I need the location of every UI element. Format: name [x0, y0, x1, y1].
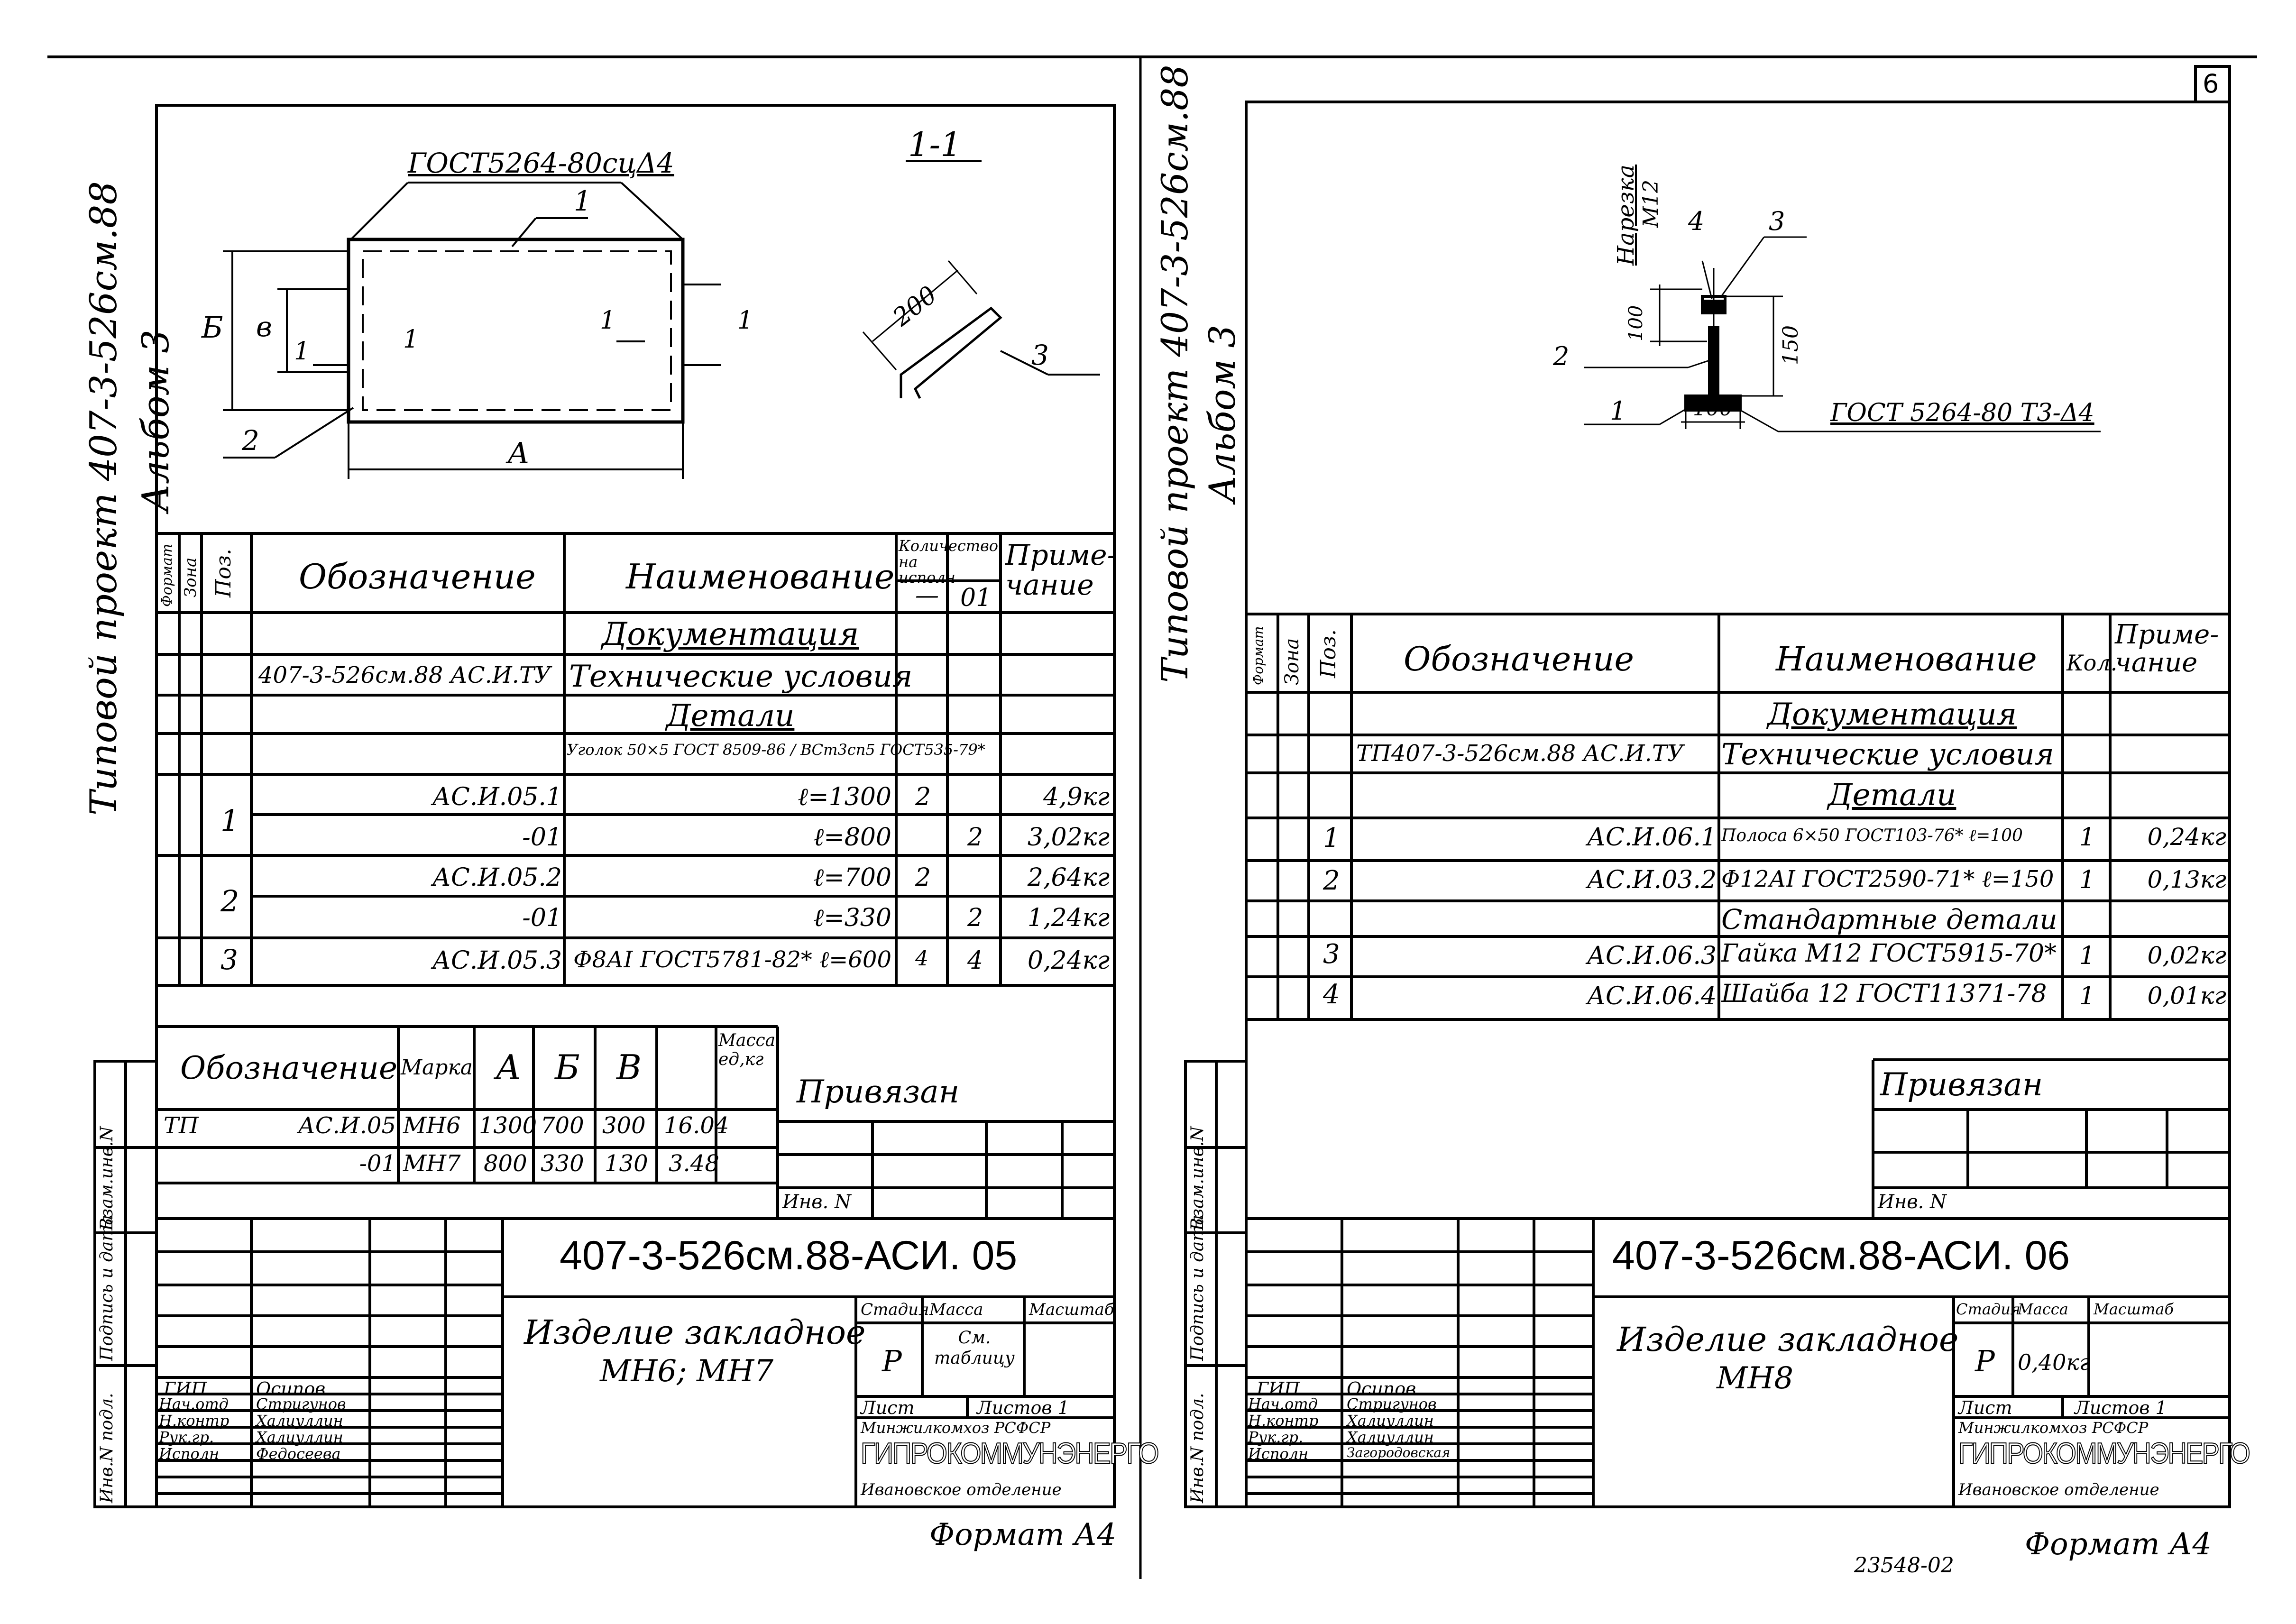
r-row3-des: АС.И.06.3	[1587, 942, 1717, 970]
r-hdr-note: Приме-чание	[2115, 619, 2219, 678]
stamp-inv-left: Инв.N подл.	[97, 1393, 117, 1503]
org1-left: Минжилкомхоз РСФСР	[861, 1419, 1051, 1437]
left-margin-title: Типовой проект 407-3-526см.88	[83, 181, 125, 816]
stamp-vzam-left: Взам.инв.N	[97, 1126, 117, 1230]
mass-h-right: Масса	[2018, 1300, 2068, 1318]
signer-name-4: Федосеева	[256, 1445, 341, 1463]
dim-b-label: Б	[202, 310, 223, 345]
var-hdr-v: В	[616, 1047, 642, 1087]
r-row-details: Детали	[1828, 778, 1956, 813]
pos2-label: 2	[242, 424, 259, 457]
r-hdr-name: Наименование	[1776, 640, 2037, 679]
r-row4-qty: 1	[2079, 982, 2095, 1010]
r-row-std: Стандартные детали	[1721, 903, 2057, 936]
signer-name-3: Халиуллин	[256, 1428, 343, 1446]
cut-mark-4: 1	[737, 306, 753, 335]
stamp-sign-left: Подпись и дата	[97, 1215, 117, 1361]
row-doc: Документация	[601, 616, 859, 652]
doc-code-left: 407-3-526см.88-АСИ. 05	[560, 1233, 1018, 1278]
var1-v: 300	[602, 1112, 646, 1139]
row2-note: 3,02кг	[1027, 823, 1110, 852]
signer-name-0: Осипов	[256, 1378, 326, 1399]
var1-mark: МН6	[403, 1112, 461, 1139]
row5-name: Φ8АI ГОСТ5781-82* ℓ=600	[573, 946, 891, 973]
r-row2-name: Φ12АI ГОСТ2590-71* ℓ=150	[1721, 866, 2054, 892]
doc-code-right: 407-3-526см.88-АСИ. 06	[1612, 1233, 2070, 1278]
r-row1-qty: 1	[2079, 823, 2095, 852]
var-hdr-a: А	[496, 1047, 522, 1087]
signer-role-1: Нач.отд	[159, 1395, 229, 1413]
format-left: Формат А4	[929, 1517, 1117, 1552]
inv-no-right: Инв. N	[1878, 1191, 1947, 1213]
row-tu-name: Технические условия	[569, 659, 913, 694]
r-row4-pos: 4	[1323, 979, 1340, 1010]
signer-role-3: Рук.гр.	[159, 1428, 214, 1446]
r-signer-role-2: Н.контр	[1248, 1412, 1319, 1430]
mass-right: 0,40кг	[2018, 1349, 2091, 1375]
scale-h-left: Масштаб	[1029, 1300, 1114, 1319]
stage-h-left: Стадия	[861, 1300, 929, 1319]
r-signer-role-4: Исполн	[1248, 1445, 1309, 1463]
r-row4-des: АС.И.06.4	[1587, 982, 1717, 1010]
r-hdr-format: Формат	[1250, 626, 1266, 685]
var2-b: 330	[541, 1150, 584, 1177]
row5-note: 0,24кг	[1027, 946, 1110, 975]
sheets-right: Листов 1	[2075, 1397, 2167, 1418]
r-signer-name-2: Халиуллин	[1347, 1412, 1434, 1430]
pos1-label: 1	[574, 185, 591, 217]
m12-label: М12	[1639, 179, 1663, 228]
var1-des: АС.И.05	[298, 1112, 396, 1139]
row2-qb: 2	[967, 823, 983, 852]
mass-h-left: Масса	[929, 1300, 983, 1319]
hdr-qty-a: —	[915, 581, 939, 609]
r-row-tu-des: ТП407-3-526см.88 АС.И.ТУ	[1356, 740, 1684, 767]
var1-mass: 16.04	[664, 1112, 729, 1139]
dim-150-label: 150	[1779, 325, 1803, 365]
row-tu-des: 407-3-526см.88 АС.И.ТУ	[258, 662, 551, 688]
r-row1-des: АС.И.06.1	[1587, 823, 1717, 852]
r-signer-name-4: Загородовская	[1347, 1445, 1451, 1460]
r-row3-qty: 1	[2079, 942, 2095, 970]
mass-left: См. таблицу	[934, 1328, 1015, 1368]
org-logo-left: ГИПРОКОММУНЭНЕРГО	[861, 1437, 1158, 1470]
var2-a: 800	[484, 1150, 527, 1177]
row3-name: ℓ=700	[813, 863, 891, 892]
cut-mark-3: 1	[600, 306, 616, 335]
row3-note: 2,64кг	[1027, 863, 1110, 892]
hdr-designation: Обозначение	[299, 557, 536, 596]
hdr-zone: Зона	[181, 557, 200, 597]
row4-name: ℓ=330	[813, 904, 891, 932]
var2-v: 130	[605, 1150, 648, 1177]
r-row1-pos: 1	[1323, 823, 1340, 853]
title-right: Изделие закладное	[1617, 1320, 1959, 1359]
var-hdr-mark: Марка	[401, 1055, 473, 1080]
r-row2-pos: 2	[1323, 865, 1340, 896]
r-pos3-label: 3	[1769, 206, 1785, 236]
row5-des: АС.И.05.3	[432, 946, 562, 975]
row1-note: 4,9кг	[1043, 783, 1110, 811]
var-hdr-mass: Масса ед,кг	[718, 1031, 776, 1069]
r-signer-role-1: Нач.отд	[1248, 1395, 1318, 1413]
dim-100v-label: 100	[1625, 305, 1647, 341]
hdr-qty-b: 01	[960, 584, 992, 612]
signer-role-0: ГИП	[164, 1378, 207, 1399]
var-hdr-designation: Обозначение	[180, 1050, 398, 1086]
signer-name-1: Стригунов	[256, 1395, 346, 1413]
row4-note: 1,24кг	[1027, 904, 1110, 932]
stamp-sign-right: Подпись и дата	[1188, 1215, 1207, 1361]
r-pos1-label: 1	[1610, 396, 1626, 426]
stage-right: Р	[1975, 1344, 1995, 1378]
r-row2-note: 0,13кг	[2147, 866, 2226, 893]
row4-qb: 2	[967, 904, 983, 932]
row-details: Детали	[666, 698, 795, 734]
archive-number: 23548-02	[1854, 1553, 1954, 1578]
org-logo-right: ГИПРОКОММУНЭНЕРГО	[1958, 1437, 2250, 1470]
sheet-right: Лист	[1958, 1397, 2012, 1418]
row3-des: АС.И.05.2	[432, 863, 562, 892]
row1-name: ℓ=1300	[798, 783, 891, 811]
scale-h-right: Масштаб	[2094, 1300, 2174, 1318]
row-pos2: 2	[220, 884, 239, 918]
r-row4-note: 0,01кг	[2147, 982, 2226, 1009]
hdr-name: Наименование	[626, 557, 895, 596]
signer-role-4: Исполн	[159, 1445, 220, 1463]
row1-des: АС.И.05.1	[432, 783, 562, 811]
r-row3-name: Гайка М12 ГОСТ5915-70*	[1721, 939, 2057, 968]
var2-mass: 3.48	[669, 1150, 719, 1177]
r-signer-name-1: Стригунов	[1347, 1395, 1437, 1413]
var1-prefix: ТП	[164, 1112, 199, 1139]
inv-no-left: Инв. N	[782, 1191, 851, 1213]
cut-mark-1: 1	[294, 337, 310, 366]
r-hdr-designation: Обозначение	[1404, 640, 1634, 679]
r-hdr-qty: Кол.	[2066, 650, 2118, 676]
row-angle: Уголок 50×5 ГОСТ 8509-86 / ВСт3сп5 ГОСТ535-79*	[567, 741, 985, 759]
row4-des: -01	[522, 904, 562, 932]
r-row2-qty: 1	[2079, 866, 2095, 894]
signer-role-2: Н.контр	[159, 1412, 230, 1430]
r-row3-note: 0,02кг	[2147, 942, 2226, 969]
section-label: 1-1	[908, 125, 962, 164]
r-row-doc: Документация	[1767, 697, 2017, 732]
pos3-label: 3	[1031, 339, 1049, 371]
right-margin-album: Альбом 3	[1201, 325, 1243, 503]
right-margin-title: Типовой проект 407-3-526см.88	[1154, 64, 1196, 683]
privyazan-left: Привязан	[797, 1073, 960, 1110]
hdr-pos: Поз.	[211, 549, 236, 597]
row-pos1: 1	[220, 803, 239, 838]
hdr-qty: Количество на исполн	[899, 537, 999, 587]
r-row2-des: АС.И.03.2	[1587, 866, 1717, 894]
r-row-tu-name: Технические условия	[1721, 737, 2054, 771]
var1-a: 1300	[479, 1112, 537, 1139]
r-hdr-zone: Зона	[1281, 638, 1303, 685]
page-number: 6	[2203, 69, 2219, 99]
dim-100h-label: 100	[1693, 396, 1733, 421]
var-hdr-b: Б	[555, 1047, 580, 1087]
stage-h-right: Стадия	[1956, 1300, 2020, 1318]
var2-des: -01	[359, 1150, 396, 1177]
r-weld-note: ГОСТ 5264-80 Т3-Δ4	[1830, 399, 2094, 427]
r-signer-name-3: Халиуллин	[1347, 1428, 1434, 1446]
row2-des: -01	[522, 823, 562, 852]
signer-name-2: Халиуллин	[256, 1412, 343, 1430]
org2-left: Ивановское отделение	[861, 1480, 1062, 1499]
row3-qa: 2	[915, 863, 931, 892]
dim-a-label: А	[507, 436, 530, 470]
privyazan-right: Привязан	[1880, 1066, 2043, 1103]
stage-left: Р	[882, 1344, 902, 1378]
left-margin-album: Альбом 3	[135, 330, 177, 512]
r-row3-pos: 3	[1323, 939, 1340, 970]
title-left: Изделие закладное	[524, 1313, 866, 1352]
r-signer-role-3: Рук.гр.	[1248, 1428, 1304, 1446]
row5-qb: 4	[967, 946, 983, 975]
r-hdr-pos: Поз.	[1316, 629, 1341, 678]
stamp-vzam-right: Взам.инв.N	[1188, 1126, 1207, 1230]
frame-drawing	[223, 161, 1100, 479]
row2-name: ℓ=800	[813, 823, 891, 852]
cut-mark-2: 1	[403, 325, 419, 354]
var1-b: 700	[541, 1112, 584, 1139]
row1-qa: 2	[915, 783, 931, 811]
weld-note: ГОСТ5264-80сцΔ4	[408, 147, 674, 179]
r-signer-name-0: Осипов	[1347, 1378, 1416, 1399]
format-right: Формат А4	[2025, 1527, 2212, 1562]
hdr-format: Формат	[159, 543, 175, 607]
hdr-note: Приме-чание	[1005, 539, 1117, 602]
r-row1-note: 0,24кг	[2147, 823, 2226, 851]
title2-left: МН6; МН7	[600, 1354, 774, 1389]
sheets-left: Листов 1	[977, 1397, 1069, 1418]
stamp-inv-right: Инв.N подл.	[1188, 1393, 1207, 1503]
row5-qa: 4	[915, 946, 928, 971]
row-pos3: 3	[220, 944, 238, 976]
r-pos4-label: 4	[1688, 206, 1705, 236]
org1-right: Минжилкомхоз РСФСР	[1958, 1419, 2149, 1437]
title2-right: МН8	[1717, 1361, 1794, 1396]
dim-200-label: 200	[888, 280, 943, 332]
r-pos2-label: 2	[1553, 341, 1570, 371]
r-row4-name: Шайба 12 ГОСТ11371-78	[1721, 980, 2047, 1008]
r-row1-name: Полоса 6×50 ГОСТ103-76* ℓ=100	[1721, 826, 2023, 845]
var2-mark: МН7	[403, 1150, 461, 1177]
sheet-left: Лист	[861, 1397, 915, 1418]
dim-v-label: в	[256, 311, 272, 343]
org2-right: Ивановское отделение	[1958, 1480, 2159, 1499]
r-signer-role-0: ГИП	[1257, 1378, 1300, 1399]
thread-label: Нарезка	[1613, 164, 1639, 266]
